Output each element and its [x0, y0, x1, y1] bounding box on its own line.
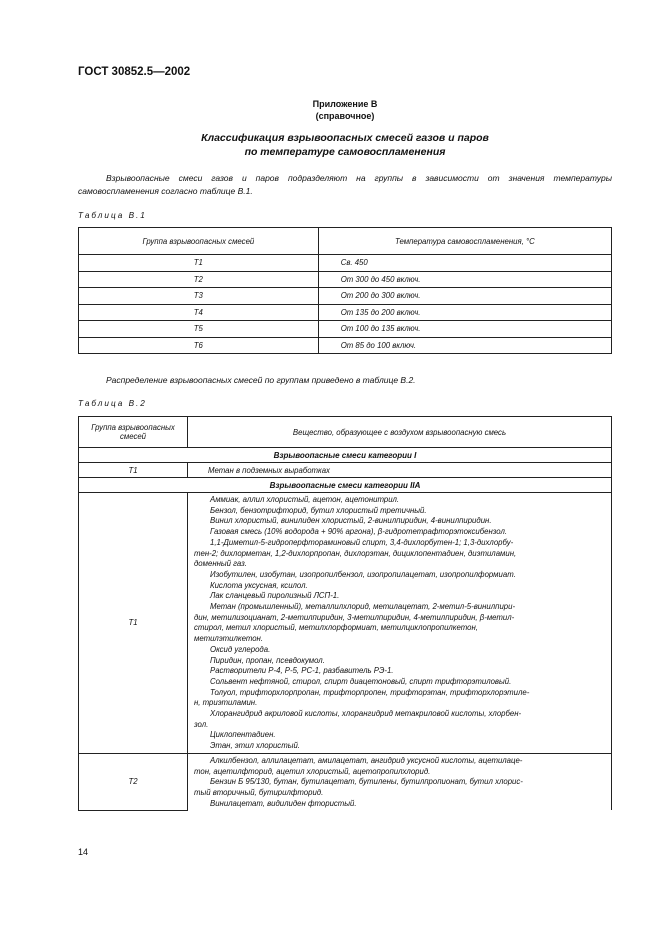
substance-line: Оксид углерода.: [210, 644, 271, 654]
group-cell: Т3: [79, 288, 319, 305]
table-b1-header-row: [79, 228, 612, 255]
substance-line: тон, ацетилфторид, ацетил хлористый, ацетопропилхлорид.: [194, 766, 431, 776]
group-cell: Т1: [79, 463, 188, 478]
temp-cell: От 135 до 200 включ.: [318, 304, 611, 321]
substance-line: Лак сланцевый пиролизный ЛСП-1.: [210, 591, 340, 601]
group-cell: Т1: [79, 493, 188, 754]
substance-list-t1: [188, 493, 612, 754]
distribution-paragraph: Распределение взрывоопасных смесей по группам приведено в таблице В.2.: [106, 375, 416, 385]
table-b1-header-group: Группа взрывоопасных смесей: [79, 228, 319, 255]
table-b2-header-row: [79, 417, 612, 448]
substance-line: Винилацетат, видилиден фтористый.: [210, 798, 357, 808]
table-b2-header-substance: Вещество, образующее с воздухом взрывоопасную смесь: [188, 417, 612, 448]
table-row: [79, 304, 612, 321]
table-row: [79, 337, 612, 354]
section-title-line-1: Классификация взрывоопасных смесей газов и паров: [201, 132, 489, 144]
temp-cell: От 200 до 300 включ.: [318, 288, 611, 305]
substance-line: доменный газ.: [194, 559, 247, 569]
substance-line: дин, метилизоцианат, 2-метилпиридин, 3-метилпиридин, 4-метилпиридин, β-метил-: [194, 612, 515, 622]
substance-line: зол.: [194, 719, 209, 729]
table-row: [79, 463, 612, 478]
substance-line: 1,1-Диметил-5-гидроперфтораминовый спирт, 3,4-дихлорбутен-1; 1,3-дихлорбу-: [210, 537, 514, 547]
section-title-line-2: по температуре самовоспламенения: [244, 146, 446, 158]
substance-line: Алкилбензол, аллилацетат, амилацетат, ангидрид уксусной кислоты, ацетилаце-: [210, 755, 523, 765]
table-row: [79, 271, 612, 288]
annex-heading: [78, 98, 612, 122]
substance-line: Циклопентадиен.: [210, 730, 276, 740]
document-header: ГОСТ 30852.5—2002: [78, 66, 191, 78]
substance-cell: Метан в подземных выработках: [188, 463, 612, 478]
substance-line: Хлорангидрид акриловой кислоты, хлорангидрид метакриловой кислоты, хлорбен-: [210, 709, 522, 719]
group-cell: Т2: [79, 271, 319, 288]
table-b1: [78, 227, 612, 354]
table2-caption: Таблица В.2: [78, 399, 147, 408]
substance-line: Метан (промышленный), металлилхлорид, метилацетат, 2-метил-5-винилпири-: [210, 602, 516, 612]
substance-list-t2: [188, 753, 612, 810]
table-row: [79, 753, 612, 810]
table1-caption: Таблица В.1: [78, 211, 147, 220]
page-number: 14: [78, 847, 89, 857]
table-b2: [78, 416, 612, 811]
substance-line: тый вторичный, бутирилфторид.: [194, 787, 324, 797]
substance-line: Винил хлористый, винилиден хлористый, 2-винилпиридин, 4-винилпиридин.: [210, 516, 492, 526]
temp-cell: От 100 до 135 включ.: [318, 321, 611, 338]
temp-cell: От 85 до 100 включ.: [318, 337, 611, 354]
group-cell: Т5: [79, 321, 319, 338]
substance-line: н, триэтиламин.: [194, 698, 258, 708]
category-row: [79, 478, 612, 493]
annex-title: Приложение В: [312, 99, 378, 109]
substance-line: Бензин Б 95/130, бутан, бутилацетат, бутилены, бутилпропионат, бутил хлорис-: [210, 777, 523, 787]
substance-line: Растворители Р-4, Р-5, РС-1, разбавитель РЭ-1.: [210, 666, 394, 676]
table-row: [79, 255, 612, 272]
group-cell: Т2: [79, 753, 188, 810]
intro-paragraph: Взрывоопасные смеси газов и паров подразделяют на группы в зависимости от значения температуры самовоспламенения согласно таблице В.1.: [78, 173, 612, 196]
substance-line: метилэтилкетон.: [194, 634, 264, 644]
category-row: [79, 448, 612, 463]
substance-line: Газовая смесь (10% водорода + 90% аргона), β-гидротетрафторэтоксибензол.: [210, 527, 508, 537]
table-row: [79, 493, 612, 754]
substance-line: Толуол, трифторхлорпропан, трифторпропен, трифторэтан, трифторхлорэтиле-: [210, 687, 530, 697]
temp-cell: От 300 до 450 включ.: [318, 271, 611, 288]
substance-line: Пиридин, пропан, псевдокумол.: [210, 655, 325, 665]
temp-cell: Св. 450: [318, 255, 611, 272]
group-cell: Т4: [79, 304, 319, 321]
substance-line: стирол, метил хлористый, метилхлорформиат, метилциклопропилкетон,: [194, 623, 478, 633]
group-cell: Т1: [79, 255, 319, 272]
substance-line: Изобутилен, изобутан, изопропилбензол, изопропилацетат, изопропилформиат.: [210, 569, 516, 579]
table-b1-header-temp: Температура самовоспламенения, °С: [318, 228, 611, 255]
category-i-heading: Взрывоопасные смеси категории I: [79, 448, 612, 463]
category-iia-heading: Взрывоопасные смеси категории IIA: [79, 478, 612, 493]
annex-subtitle: (справочное): [315, 111, 375, 121]
substance-line: тен-2; дихлорметан, 1,2-дихлорпропан, дихлорэтан, дициклопентадиен, диэтиламин,: [194, 548, 517, 558]
table-row: [79, 288, 612, 305]
group-cell: Т6: [79, 337, 319, 354]
substance-line: Кислота уксусная, ксилол.: [210, 580, 308, 590]
substance-line: Аммиак, аллил хлористый, ацетон, ацетонитрил.: [210, 495, 400, 504]
table-b2-header-group: Группа взрывоопасных смесей: [79, 417, 188, 448]
table-row: [79, 321, 612, 338]
section-title: [78, 131, 612, 159]
substance-line: Сольвент нефтяной, стирол, спирт диацетоновый, спирт трифторэтиловый.: [210, 676, 512, 686]
substance-line: Бензол, бензотрифторид, бутил хлористый третичный.: [210, 505, 427, 515]
substance-line: Этан, этил хлористый.: [210, 741, 300, 751]
